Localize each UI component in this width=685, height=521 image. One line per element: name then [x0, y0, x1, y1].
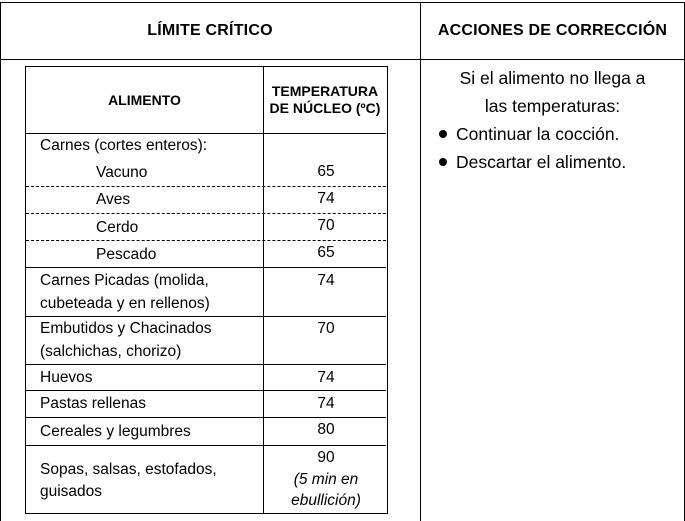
food-embutidos-line2: (salchichas, chorizo) — [40, 343, 182, 360]
temp-embutidos: 70 — [317, 320, 335, 337]
actions-list — [420, 120, 685, 176]
list-item — [420, 120, 685, 148]
food-pastas-rellenas: Pastas rellenas — [40, 395, 146, 412]
meat-group-label: Carnes (cortes enteros): — [40, 137, 208, 154]
row-separator — [26, 186, 386, 187]
bullet-icon — [439, 130, 447, 138]
row-separator — [26, 267, 386, 268]
header-limite-critico: LÍMITE CRÍTICO — [147, 21, 273, 39]
row-separator — [26, 316, 386, 317]
action-descartar-alimento: Descartar el alimento. — [456, 152, 627, 172]
column-header-temperatura — [264, 67, 386, 133]
header-acciones-correccion: ACCIONES DE CORRECCIÓN — [437, 21, 668, 39]
temp-cereales-legumbres: 80 — [317, 421, 335, 438]
temp-pastas-rellenas: 74 — [317, 395, 335, 412]
temp-sopas-note-line2: ebullición) — [291, 492, 361, 509]
row-separator — [26, 417, 386, 418]
row-separator — [26, 133, 386, 134]
food-vacuno: Vacuno — [96, 164, 148, 181]
temp-carnes-picadas: 74 — [317, 272, 335, 289]
food-embutidos-line1: Embutidos y Chacinados — [40, 320, 212, 337]
action-continuar-coccion: Continuar la cocción. — [456, 124, 620, 144]
food-carnes-picadas-line2: cubeteada y en rellenos) — [40, 295, 210, 312]
food-huevos: Huevos — [40, 369, 93, 386]
temp-pescado: 65 — [317, 244, 335, 261]
row-separator — [26, 445, 386, 446]
temp-sopas: 90 — [317, 449, 335, 466]
header-divider — [0, 59, 685, 60]
bullet-icon — [439, 158, 447, 166]
column-header-temperatura-text: TEMPERATURA DE NÚCLEO (ºC) — [269, 83, 381, 116]
corrective-actions — [420, 64, 685, 176]
left-border — [0, 2, 1, 521]
list-item — [420, 148, 685, 176]
food-pescado: Pescado — [96, 246, 157, 263]
food-sopas-line1: Sopas, salsas, estofados, — [40, 461, 217, 478]
actions-intro-line1: Si el alimento no llega a — [459, 68, 646, 88]
actions-intro-line2: las temperaturas: — [484, 96, 621, 116]
temperature-table — [25, 66, 388, 514]
temp-cerdo: 70 — [317, 217, 335, 234]
row-separator — [26, 364, 386, 365]
row-separator — [26, 390, 386, 391]
row-separator — [26, 213, 386, 214]
temp-vacuno: 65 — [317, 163, 335, 180]
food-cerdo: Cerdo — [96, 219, 139, 236]
row-separator — [26, 240, 386, 241]
temp-sopas-note-line1: (5 min en — [293, 471, 359, 488]
food-carnes-picadas-line1: Carnes Picadas (molida, — [40, 272, 209, 289]
temp-aves: 74 — [317, 190, 335, 207]
food-aves: Aves — [96, 191, 131, 208]
food-cereales-legumbres: Cereales y legumbres — [40, 423, 191, 440]
food-sopas-line2: guisados — [40, 483, 103, 500]
column-header-alimento: ALIMENTO — [108, 91, 181, 108]
temp-huevos: 74 — [317, 369, 335, 386]
